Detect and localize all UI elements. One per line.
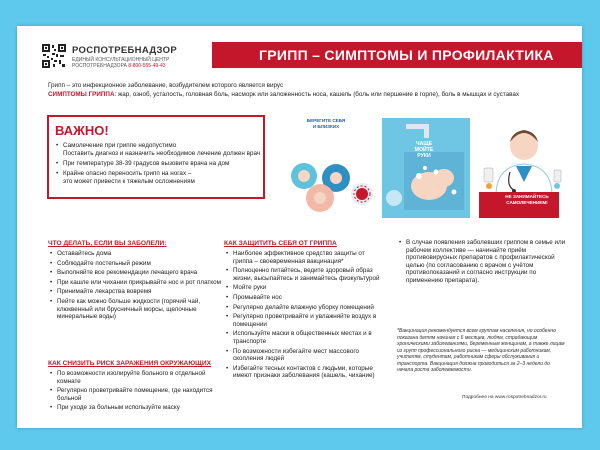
warning-item: • Крайне опасно переносить грипп на ногах – это может привести к тяжелым осложнениям [53, 170, 265, 186]
list-item: • Пейте как можно больше жидкости (горячий чай, клюквенный или брусничный морсы, щелочные минеральные воды) [48, 298, 228, 321]
caption-no-self-treatment: НЕ ЗАНИМАЙТЕСЬ САМОЛЕЧЕНИЕМ! [505, 194, 549, 205]
list-item: • При кашле или чихании прикрывайте нос и рот платком [48, 279, 228, 287]
doctor-icon [474, 118, 566, 222]
list-item: • Мойте руки [224, 284, 382, 292]
risk-list [48, 370, 228, 414]
list-item: • В случае появления заболевших гриппом в семье или рабочем коллективе — начинайте приём противовирусных препаратов с профилактической целью (по согласованию с врачом с учётом противопоказаний и согласно инструкции по применению препарата). [397, 239, 567, 285]
list-item: • По возможности избегайте мест массового скопления людей [224, 348, 382, 363]
list-item: • При уходе за больным используйте маску [48, 404, 228, 412]
brand-name: РОСПОТРЕБНАДЗОР [72, 45, 177, 56]
protect-section-title: КАК ЗАЩИТИТЬ СЕБЯ ОТ ГРИППА [224, 240, 337, 247]
poster [17, 26, 582, 428]
list-item: • Принимайте лекарства вовремя [48, 288, 228, 296]
list-item: • Соблюдайте постельный режим [48, 260, 228, 268]
warning-list [53, 142, 265, 188]
caption-wash-hands: ЧАЩЕ МОЙТЕ РУКИ [414, 141, 434, 159]
list-item: • Полноценно питайтесь, ведите здоровый образ жизни, высыпайтесь и занимайтесь физкультурой [224, 267, 382, 282]
list-item: • Регулярно проветривайте помещение, где находится больной [48, 387, 228, 402]
symptoms-label: СИМПТОМЫ ГРИППА [48, 91, 115, 98]
symptoms-list: : жар, озноб, усталость, головная боль, насморк или заложенность носа, кашель (боль или першение в горле), боль в мышцах и суставах [114, 91, 520, 98]
list-item: • Избегайте тесных контактов с людьми, которые имеют признаки заболевания (кашель, чихание) [224, 365, 382, 380]
website-link[interactable]: Подробнее на www.rospotrebnadzor.ru [462, 395, 547, 400]
sick-list [48, 250, 228, 323]
intro-text: Грипп – это инфекционное заболевание, возбудителем которого является вирус [48, 82, 284, 89]
hotline-line [72, 63, 166, 69]
warning-title: ВАЖНО! [55, 123, 109, 138]
list-item: • Выполняйте все рекомендации лечащего врача [48, 269, 228, 277]
sick-section-title: ЧТО ДЕЛАТЬ, ЕСЛИ ВЫ ЗАБОЛЕЛИ: [48, 240, 167, 247]
warning-item: • При температуре 38-39 градусов вызовите врача на дом [53, 160, 265, 168]
epidemic-list [397, 239, 567, 285]
caption-protect: БЕРЕГИТЕ СЕБЯ И БЛИЗКИХ [306, 118, 346, 129]
hotline-phone: 8-800-555-49-43 [128, 63, 166, 69]
qr-code-icon [42, 44, 66, 68]
list-item: • Оставайтесь дома [48, 250, 228, 258]
vaccination-note: *Вакцинация рекомендуется всем группам населения, но особенно показана детям начиная с 6 месяцев, людям, страдающим хроническими заболеваниями, беременным женщинам, а также лицам из групп профессионального риска — медицинским работникам, учителям, студентам, работникам сферы обслуживания и транспорта. Вакцинация должна проводиться за 2–3 недели до начала роста заболеваемости. [397, 328, 565, 373]
illustration-panel [284, 116, 566, 226]
protect-list [224, 250, 382, 382]
symptoms-text [48, 91, 519, 99]
warning-item: • Самолечение при гриппе недопустимо Поставить диагноз и назначить необходимое лечение должен врач [53, 142, 265, 158]
hotline-label: ЕДИНЫЙ КОНСУЛЬТАЦИОННЫЙ ЦЕНТР [72, 57, 170, 63]
risk-section-title: КАК СНИЗИТЬ РИСК ЗАРАЖЕНИЯ ОКРУЖАЮЩИХ [48, 360, 211, 367]
hand-washing-icon [382, 118, 470, 218]
list-item: • Регулярно делайте влажную уборку помещений [224, 304, 382, 312]
list-item: • Регулярно проветривайте и увлажняйте воздух в помещении [224, 313, 382, 328]
list-item: • Используйте маски в общественных местах и в транспорте [224, 330, 382, 345]
hotline-org: РОСПОТРЕБНАДЗОРА [72, 63, 127, 69]
page-title: ГРИПП – СИМПТОМЫ И ПРОФИЛАКТИКА [212, 42, 582, 68]
list-item: • Промывайте нос [224, 294, 382, 302]
list-item: • По возможности изолируйте больного в отдельной комнате [48, 370, 228, 385]
list-item: • Наиболее эффективное средство защиты от гриппа – своевременная вакцинация* [224, 250, 382, 265]
